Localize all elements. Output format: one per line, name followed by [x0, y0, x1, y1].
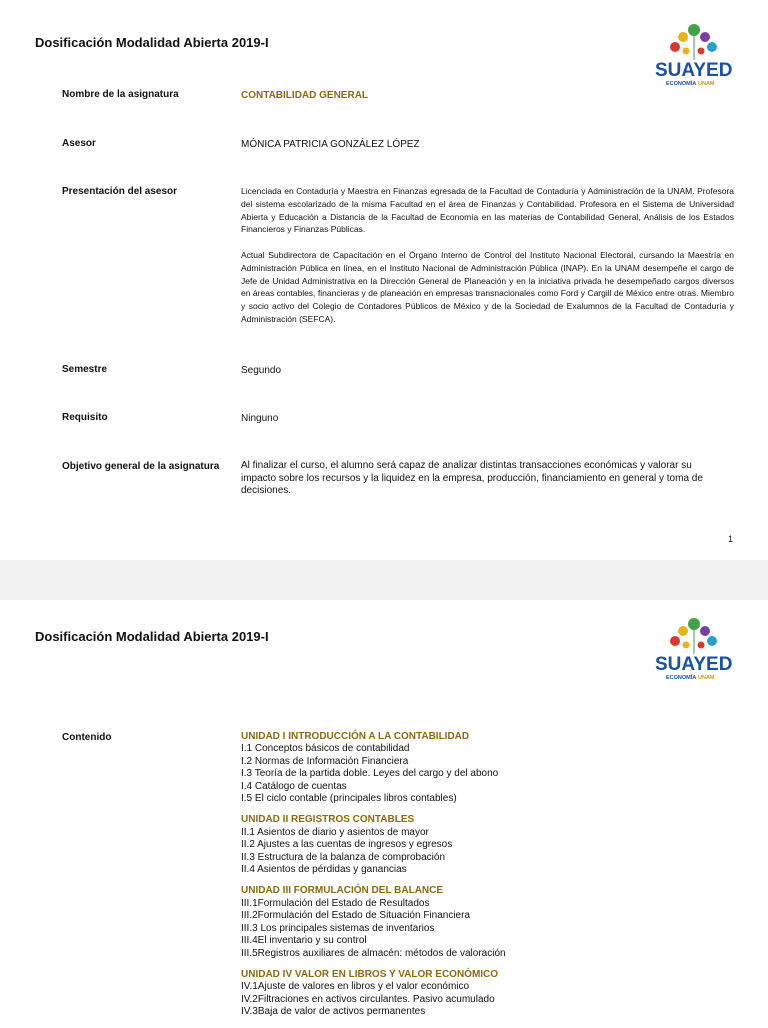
- label-asesor: Asesor: [62, 138, 96, 149]
- unit-item: III.2Formulación del Estado de Situación Financiera: [241, 910, 471, 922]
- suayed-logo-2: [650, 614, 740, 684]
- logo-sub-right: UNAM: [698, 81, 715, 87]
- document-title: Dosificación Modalidad Abierta 2019-I: [35, 35, 269, 50]
- presentacion-paragraph-2: Actual Subdirectora de Capacitación en el Órgano Interno de Control del Instituto Nacional Electoral, cursando la Maestría en Administración Pública en línea, en el Instituto Nacional de Administración Pública (INAP). En la UNAM desempeñe el cargo de Jefe de Unidad Administrativa en la Dirección General de Planeación y en la iniciativa privada he desempeñado cargos diversos en áreas contables, financieras y de planeación en empresas transnacionales como Ford y Cargill de México entre otras. Miembro y socio activo del Colegio de Contadores Públicos de México y de la Sociedad de Exalumnos de la Facultad de Contaduría y Administración (SEFCA).: [241, 250, 734, 324]
- unit-item: I.1 Conceptos básicos de contabilidad: [241, 743, 410, 755]
- unit-title: UNIDAD III FORMULACIÓN DEL BALANCE: [241, 885, 444, 897]
- presentacion-paragraph-1: Licenciada en Contaduría y Maestra en Finanzas egresada de la Facultad de Contaduría y Administración de la UNAM. Profesora del sistema escolarizado de la misma Facultad en el área de Finanzas y Contabilidad. Profesora en el Sistema de Universidad Abierta y Educación a Distancia de la Facultad de Economía en las materias de Contabilidad General, Análisis de los Estados Financieros y Finanzas Públicas.: [241, 186, 734, 235]
- unit-item: I.5 El ciclo contable (principales libros contables): [241, 793, 457, 805]
- unit-2: [241, 814, 506, 876]
- contenido-list: [241, 731, 506, 1028]
- suayed-logo: [650, 20, 740, 90]
- label-contenido: Contenido: [62, 732, 112, 743]
- logo-sub-left: ECONOMÍA: [666, 81, 697, 87]
- value-objetivo: Al finalizar el curso, el alumno será capaz de analizar distintas transacciones económicas y valorar su impacto sobre los recursos y la liquidez en la empresa, producción, financiamiento en general y toma de decisiones.: [241, 460, 703, 496]
- unit-item: I.4 Catálogo de cuentas: [241, 780, 347, 792]
- label-presentacion: Presentación del asesor: [62, 186, 178, 197]
- unit-item: IV.2Filtraciones en activos circulantes. Pasivo acumulado: [241, 993, 495, 1005]
- logo-wordmark-2: SUAYED: [655, 654, 733, 675]
- unit-item: II.4 Asientos de pérdidas y ganancias: [241, 864, 407, 876]
- unit-item: IV.1Ajuste de valores en libros y el valor económico: [241, 981, 470, 993]
- unit-title: UNIDAD IV VALOR EN LIBROS Y VALOR ECONÓMICO: [241, 968, 499, 980]
- unit-item: IV.3Baja de valor de activos permanentes: [241, 1006, 426, 1018]
- label-asignatura: Nombre de la asignatura: [62, 89, 179, 100]
- unit-item: III.5Registros auxiliares de almacén: métodos de valoración: [241, 947, 506, 959]
- document-title-2: Dosificación Modalidad Abierta 2019-I: [35, 629, 269, 644]
- logo-sub-left-2: ECONOMÍA: [666, 675, 697, 681]
- value-requisito: Ninguno: [241, 413, 279, 424]
- value-asignatura: CONTABILIDAD GENERAL: [241, 90, 369, 101]
- unit-4: [241, 969, 506, 1019]
- page-number: 1: [728, 534, 734, 544]
- unit-3: [241, 885, 506, 959]
- unit-title: UNIDAD I INTRODUCCIÓN A LA CONTABILIDAD: [241, 731, 470, 742]
- logo-sub-right-2: UNAM: [698, 675, 715, 681]
- unit-item: II.3 Estructura de la balanza de comprobación: [241, 851, 446, 863]
- unit-item: III.3 Los principales sistemas de inventarios: [241, 922, 435, 934]
- logo-wordmark: SUAYED: [655, 60, 733, 81]
- unit-item: I.2 Normas de Información Financiera: [241, 755, 409, 767]
- value-semestre: Segundo: [241, 365, 282, 376]
- unit-item: II.1 Asientos de diario y asientos de mayor: [241, 826, 429, 838]
- label-objetivo: Objetivo general de la asignatura: [62, 461, 220, 472]
- label-semestre: Semestre: [62, 364, 108, 375]
- label-requisito: Requisito: [62, 412, 108, 423]
- page-separator: [0, 560, 768, 600]
- unit-item: III.1Formulación del Estado de Resultados: [241, 897, 430, 909]
- unit-title: UNIDAD II REGISTROS CONTABLES: [241, 814, 415, 826]
- unit-item: II.2 Ajustes a las cuentas de ingresos y egresos: [241, 839, 453, 851]
- page-2: [0, 600, 768, 1024]
- unit-item: III.4El inventario y su control: [241, 935, 367, 947]
- unit-1: [241, 731, 506, 805]
- value-asesor: MÓNICA PATRICIA GONZÁLEZ LÓPEZ: [241, 139, 420, 150]
- unit-item: I.3 Teoría de la partida doble. Leyes del cargo y del abono: [241, 768, 499, 780]
